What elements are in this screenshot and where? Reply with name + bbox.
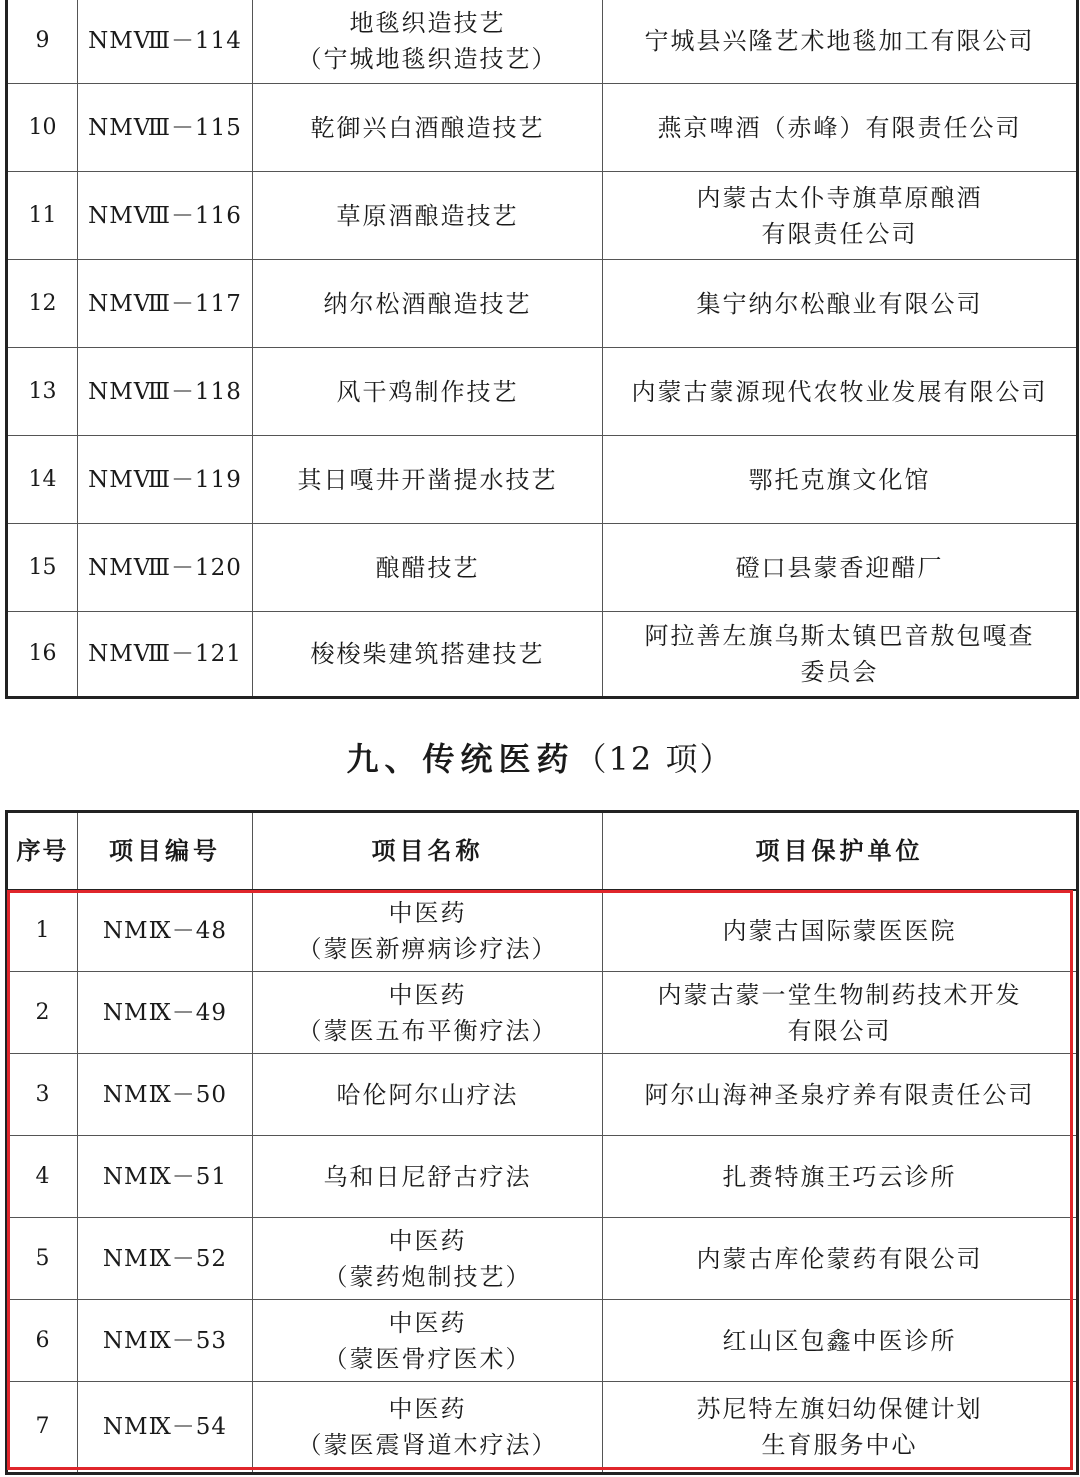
- protection-unit: [603, 972, 1078, 1054]
- row-index: 1: [7, 890, 78, 972]
- project-code: NMⅧ－114: [78, 0, 253, 84]
- project-code: NMⅧ－117: [78, 260, 253, 348]
- project-name-line: 中医药: [388, 980, 467, 1009]
- protection-unit-line: 内蒙古蒙一堂生物制药技术开发: [657, 980, 1022, 1009]
- protection-unit-line: 集宁纳尔松酿业有限公司: [696, 289, 983, 318]
- table-row: [7, 612, 1078, 698]
- table-row: [7, 1136, 1078, 1218]
- row-index: 2: [7, 972, 78, 1054]
- project-name-line: 哈伦阿尔山疗法: [336, 1080, 519, 1109]
- project-name-line: 风干鸡制作技艺: [336, 377, 519, 406]
- project-code: NMⅨ－52: [78, 1218, 253, 1300]
- protection-unit: [603, 348, 1078, 436]
- heritage-table-medicine: [5, 810, 1079, 1475]
- protection-unit-line: 内蒙古国际蒙医医院: [722, 916, 957, 945]
- project-name-line: 地毯织造技艺: [349, 9, 506, 37]
- table-row: [7, 172, 1078, 260]
- protection-unit-line: 阿尔山海神圣泉疗养有限责任公司: [644, 1080, 1035, 1109]
- row-index: 11: [7, 172, 78, 260]
- project-name: [253, 972, 603, 1054]
- row-index: 10: [7, 84, 78, 172]
- table-row: [7, 524, 1078, 612]
- project-name-line: 草原酒酿造技艺: [336, 201, 519, 230]
- protection-unit: [603, 436, 1078, 524]
- row-index: 12: [7, 260, 78, 348]
- table-row: [7, 1300, 1078, 1382]
- protection-unit: [603, 612, 1078, 698]
- project-name-line: （蒙医骨疗医术）: [323, 1344, 532, 1373]
- protection-unit-line: 委员会: [800, 658, 879, 686]
- project-name-line: 中医药: [388, 1395, 467, 1423]
- project-name: [253, 1054, 603, 1136]
- row-index: 3: [7, 1054, 78, 1136]
- project-name: [253, 1218, 603, 1300]
- protection-unit-line: 燕京啤酒（赤峰）有限责任公司: [657, 113, 1022, 142]
- protection-unit-line: 扎赉特旗王巧云诊所: [722, 1162, 957, 1191]
- project-name-line: 中医药: [388, 1226, 467, 1255]
- protection-unit-line: 内蒙古太仆寺旗草原酿酒: [696, 183, 983, 212]
- protection-unit: [603, 1382, 1078, 1474]
- project-code: NMⅧ－120: [78, 524, 253, 612]
- table-row: [7, 260, 1078, 348]
- row-index: 9: [7, 0, 78, 84]
- project-name: [253, 1300, 603, 1382]
- project-name-line: 乌和日尼舒古疗法: [323, 1162, 532, 1191]
- protection-unit-line: 内蒙古库伦蒙药有限公司: [696, 1244, 983, 1273]
- table-row: [7, 1218, 1078, 1300]
- protection-unit-line: 苏尼特左旗妇幼保健计划: [696, 1395, 983, 1423]
- row-index: 4: [7, 1136, 78, 1218]
- protection-unit-line: 有限公司: [787, 1016, 892, 1045]
- table-row: [7, 0, 1078, 84]
- table-row: [7, 84, 1078, 172]
- project-name: [253, 890, 603, 972]
- project-name-line: 梭梭柴建筑搭建技艺: [310, 640, 545, 668]
- project-code: NMⅨ－50: [78, 1054, 253, 1136]
- project-name: [253, 348, 603, 436]
- header-unit: 项目保护单位: [603, 812, 1078, 890]
- protection-unit-line: 生育服务中心: [761, 1431, 918, 1459]
- project-name: [253, 612, 603, 698]
- section-title: [0, 735, 1080, 783]
- project-name: [253, 260, 603, 348]
- table-row: [7, 1054, 1078, 1136]
- section-count: （12 项）: [574, 740, 734, 778]
- protection-unit: [603, 172, 1078, 260]
- project-code: NMⅨ－49: [78, 972, 253, 1054]
- project-name: [253, 524, 603, 612]
- protection-unit-line: 红山区包鑫中医诊所: [722, 1326, 957, 1355]
- protection-unit: [603, 0, 1078, 84]
- project-name-line: 中医药: [388, 1308, 467, 1337]
- protection-unit-line: 阿拉善左旗乌斯太镇巴音敖包嘎查: [644, 622, 1035, 650]
- table-row: [7, 890, 1078, 972]
- table-row: [7, 436, 1078, 524]
- heritage-table-crafts: [5, 0, 1079, 699]
- protection-unit: [603, 1136, 1078, 1218]
- project-name: [253, 84, 603, 172]
- project-name-line: （宁城地毯织造技艺）: [297, 45, 558, 73]
- project-name-line: 其日嘎井开凿提水技艺: [297, 465, 558, 494]
- protection-unit: [603, 84, 1078, 172]
- project-code: NMⅧ－116: [78, 172, 253, 260]
- protection-unit: [603, 260, 1078, 348]
- project-name-line: （蒙医震肾道木疗法）: [297, 1431, 558, 1459]
- project-code: NMⅧ－115: [78, 84, 253, 172]
- row-index: 15: [7, 524, 78, 612]
- row-index: 7: [7, 1382, 78, 1474]
- project-name-line: 中医药: [388, 898, 467, 927]
- protection-unit: [603, 1218, 1078, 1300]
- project-name-line: 纳尔松酒酿造技艺: [323, 289, 532, 318]
- row-index: 16: [7, 612, 78, 698]
- protection-unit-line: 鄂托克旗文化馆: [748, 465, 931, 494]
- project-code: NMⅧ－119: [78, 436, 253, 524]
- project-name: [253, 172, 603, 260]
- project-name-line: 酿醋技艺: [375, 553, 480, 582]
- project-code: NMⅨ－54: [78, 1382, 253, 1474]
- protection-unit: [603, 1300, 1078, 1382]
- table-row: [7, 972, 1078, 1054]
- project-code: NMⅨ－48: [78, 890, 253, 972]
- project-name: [253, 0, 603, 84]
- header-name: 项目名称: [253, 812, 603, 890]
- table-row: [7, 348, 1078, 436]
- project-code: NMⅧ－118: [78, 348, 253, 436]
- protection-unit: [603, 524, 1078, 612]
- protection-unit: [603, 1054, 1078, 1136]
- protection-unit-line: 内蒙古蒙源现代农牧业发展有限公司: [631, 377, 1048, 406]
- project-name-line: （蒙药炮制技艺）: [323, 1262, 532, 1291]
- project-name-line: （蒙医新痹病诊疗法）: [297, 934, 558, 963]
- project-name: [253, 1136, 603, 1218]
- header-index: 序号: [7, 812, 78, 890]
- project-name-line: （蒙医五布平衡疗法）: [297, 1016, 558, 1045]
- project-code: NMⅨ－51: [78, 1136, 253, 1218]
- project-name: [253, 436, 603, 524]
- row-index: 5: [7, 1218, 78, 1300]
- row-index: 13: [7, 348, 78, 436]
- protection-unit: [603, 890, 1078, 972]
- protection-unit-line: 磴口县蒙香迎醋厂: [735, 553, 944, 582]
- section-title-text: 九、传统医药: [346, 740, 575, 778]
- protection-unit-line: 有限责任公司: [761, 219, 918, 248]
- table-row: [7, 1382, 1078, 1474]
- project-name-line: 乾御兴白酒酿造技艺: [310, 113, 545, 142]
- header-code: 项目编号: [78, 812, 253, 890]
- project-code: NMⅧ－121: [78, 612, 253, 698]
- project-code: NMⅨ－53: [78, 1300, 253, 1382]
- protection-unit-line: 宁城县兴隆艺术地毯加工有限公司: [644, 27, 1035, 55]
- row-index: 6: [7, 1300, 78, 1382]
- project-name: [253, 1382, 603, 1474]
- row-index: 14: [7, 436, 78, 524]
- table-header-row: [7, 812, 1078, 890]
